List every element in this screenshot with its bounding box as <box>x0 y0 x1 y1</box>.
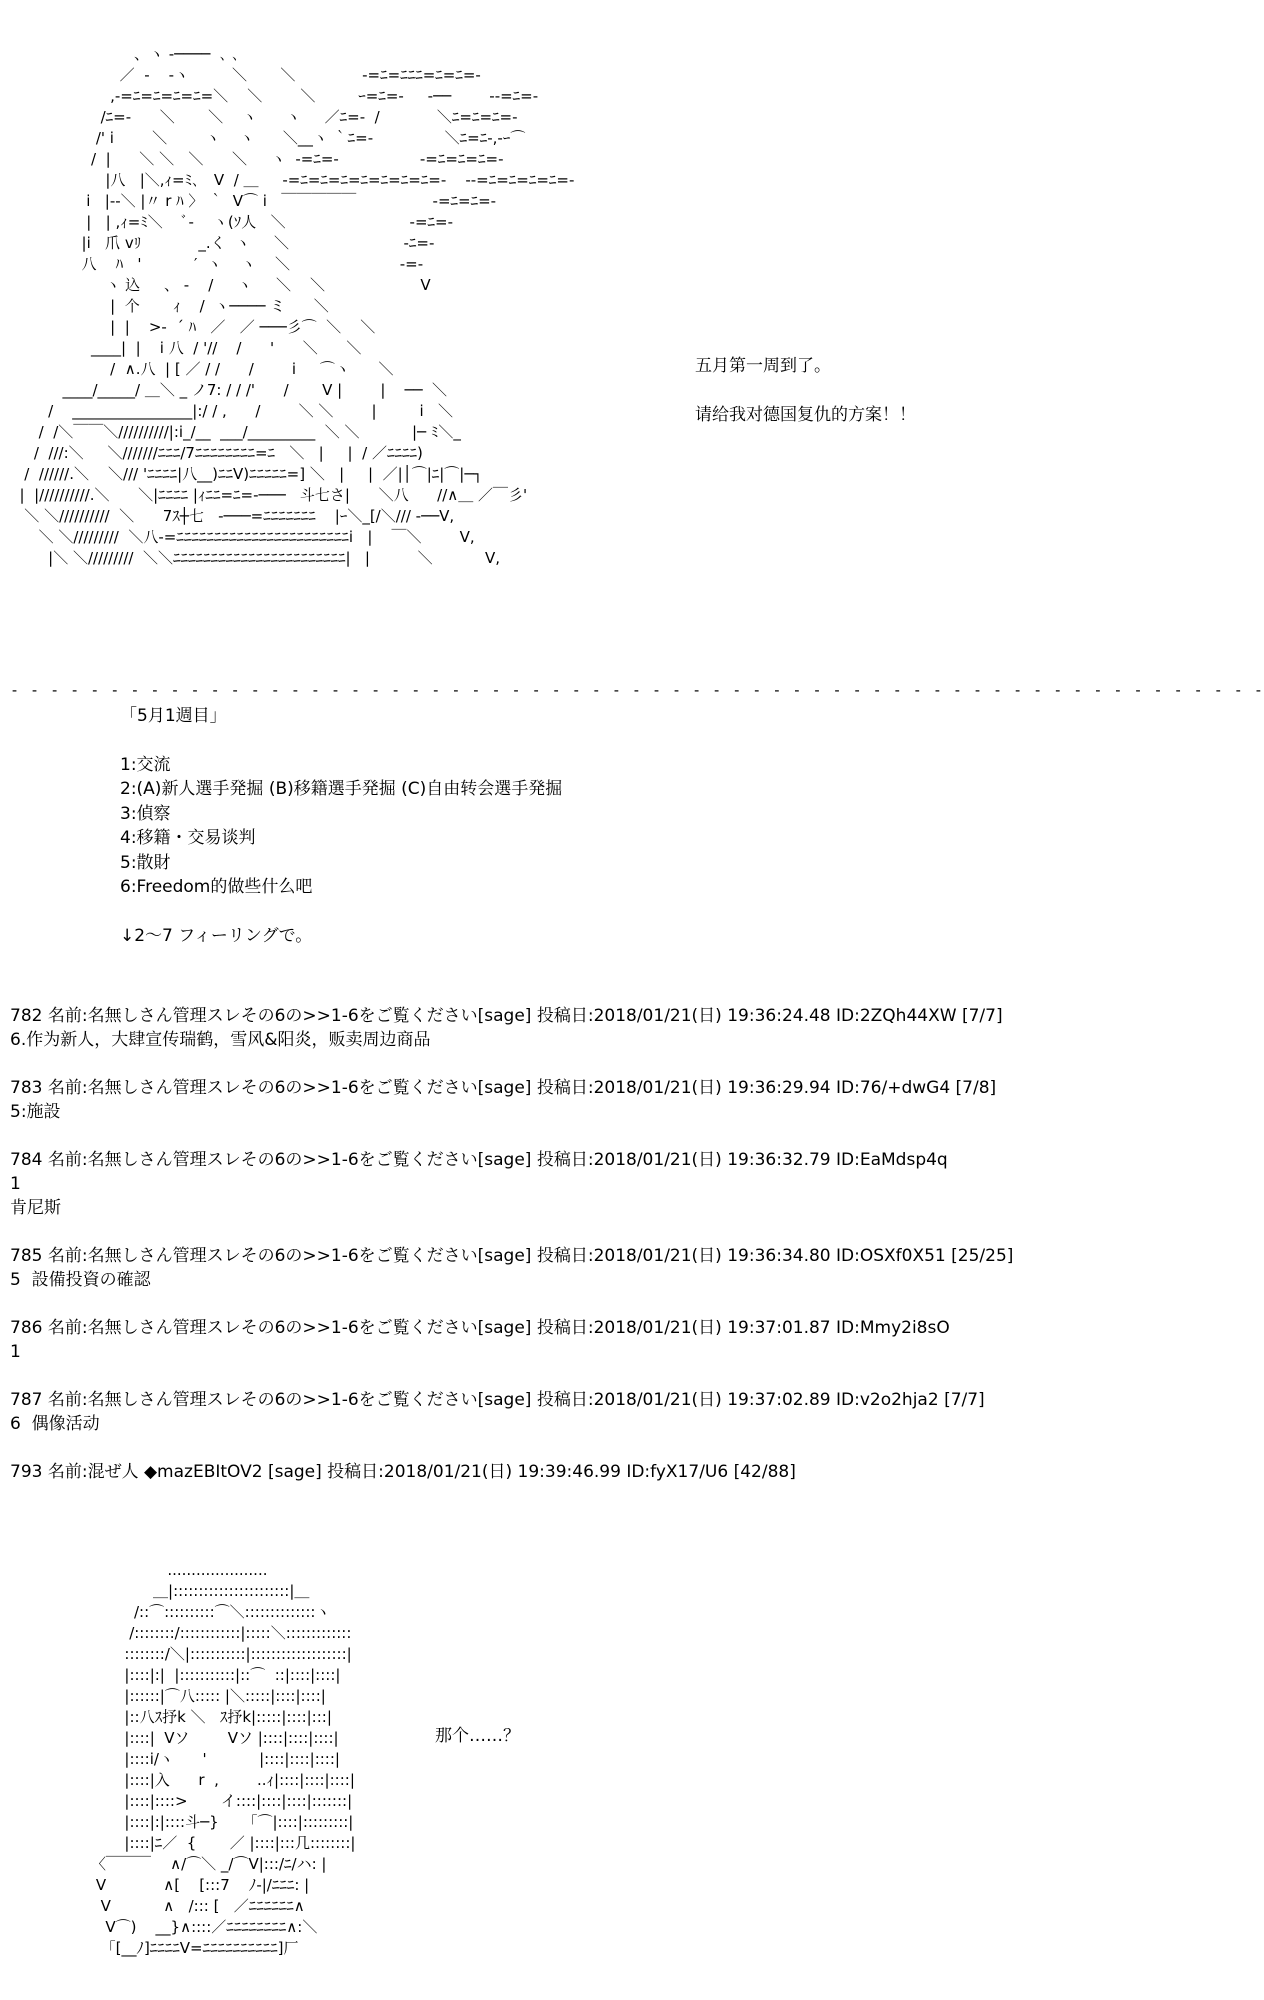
menu-option-6: 6:Freedom的做些什么吧 <box>120 877 313 897</box>
post-body: 5:施設 <box>10 1102 61 1122</box>
choice-menu <box>120 704 562 948</box>
post <box>10 1148 1000 1220</box>
menu-option-5: 5:散財 <box>120 852 171 873</box>
ascii-art-bottom: ..................... ＿|:::::::::::::::::::::::|＿ /::⌒::::::::::⌒＼::::::::::::::ヽ /::::::::/::::::::::::|:::::＼::::::::::::: ::::::::/＼|:::::::::::|:::::::::::::::::::| |::::|:| |:::::::::::|::⌒ ::|::::|::::| |::::::|⌒八::::: |＼:::::|::::|::::| |::八ｽ抒k ＼ ｽ抒k|:::::|::::|:::| |::::| Vソ Vソ |::::|::::|::::| |::::i/ヽ ' |::::|::::|::::| |::::|入 r , ..ｨ|::::|::::|::::| |::::|::::> イ::::|::::|::::|:::::::| |::::|:|::::斗─} 「⌒|::::|:::::::::| |::::|ﾆ／ { ／ |::::|:::几::::::::| 〈￣￣￣ ∧/⌒＼ _/⌒V|:::/ﾆ/ハ: | V ∧[ [:::7 ﾉ-|/ﾆﾆﾆ: | V ∧ /::: [ ／ﾆﾆﾆﾆﾆﾆ∧ V⌒) __}∧::::／ﾆﾆﾆﾆﾆﾆﾆﾆ∧:＼ 「[__ﾉ]ﾆﾆﾆﾆV=ﾆﾆﾆﾆﾆﾆﾆﾆﾆﾆ]厂 <box>91 1561 356 1957</box>
post <box>10 1316 1000 1364</box>
section-separator: - - - - - - - - - - - - - - - - - - - - - - - - - - - - - - - - - - - - - - - - - - - - - - - - - - - - - - - - - - - - - - - <box>10 681 1264 699</box>
post <box>10 1004 1003 1052</box>
speech-bottom: 那个……？ <box>435 1726 520 1746</box>
post-header: 784 名前:名無しさん管理スレその6の>>1-6をご覧ください[sage] 投稿日:2018/01/21(日) 19:36:32.79 ID:EaMdsp4q <box>10 1150 948 1170</box>
post <box>10 1244 1014 1292</box>
post-body: 5 設備投資の確認 <box>10 1270 151 1290</box>
post <box>10 1076 1000 1124</box>
post-body: 1 <box>10 1342 21 1362</box>
post-header: 786 名前:名無しさん管理スレその6の>>1-6をご覧ください[sage] 投稿日:2018/01/21(日) 19:37:01.87 ID:Mmy2i8sO <box>10 1318 950 1338</box>
post <box>10 1460 1000 1484</box>
post-body: 6.作为新人，大肆宣传瑞鹤，雪风&阳炎，贩卖周边商品 <box>10 1030 431 1050</box>
post-header: 785 名前:名無しさん管理スレその6の>>1-6をご覧ください[sage] 投稿日:2018/01/21(日) 19:36:34.80 ID:OSXf0X51 [25/25] <box>10 1246 1014 1266</box>
speech-line-1: 五月第一周到了。 <box>695 356 831 376</box>
menu-option-1: 1:交流 <box>120 754 171 775</box>
post-body: 6 偶像活动 <box>10 1414 100 1434</box>
menu-title: 「5月1週目」 <box>120 706 227 726</box>
ascii-art-top: 、ヽ ‐──── ､ ､ ／ ‐ ‐ヽ ＼ ＼ -=ﾆ=ﾆﾆﾆ=ﾆ=ﾆ=- ,-=ﾆ=ﾆ=ﾆ=ﾆ=＼ ＼ ＼ ｰ=ﾆ=- ‐── -‐=ﾆ=- /ﾆ=- ＼ ＼ ヽ ヽ ／ﾆ=- / ＼ﾆ=ﾆ=ﾆ=- /' i ＼ ヽ ヽ ＼__ヽ ｀ﾆ=- ＼ﾆ=ﾆ-,-ｰ⌒ / | ＼ ＼ ＼ ＼ ヽ -=ﾆ=- -=ﾆ=ﾆ=ﾆ=- |八 |＼,ｨ=ﾐ､ V / ＿ -=ﾆ=ﾆ=ﾆ=ﾆ=ﾆ=ﾆ=ﾆ=- -‐=ﾆ=ﾆ=ﾆ=ﾆ=- i |-‐＼ |〃 r ﾊ 〉 ｀ V⌒ i ￣￣￣￣￣ -=ﾆ=ﾆ=- | | ,ｨ=ﾐ＼ ﾞ‐ ヽ(ｿ人 ＼ -=ﾆ=- |i 爪 vﾘ _.く ヽ ＼ -ﾆ=- 八 ﾊ ' ′ ヽ ヽ ＼ -=- ヽ 込 、 - / ヽ ＼ ＼ V | 个 ｨ / ヽ──── ミ ＼ | | >- ´ ﾊ ／ ／ ───彡⌒ ＼ ＼ ____| | i 八 / '// / ' ＼ ＼ / ∧.八 | [ ／ / / / i ⌒ヽ ＼ ____/_____/ ＿＼ _ ノ7: / / /' / V | | ── ＼ / ________________|:/ / , / ＼ ＼ | i ＼ / /＼￣￣＼//////////|:i_/__ ___/_________ ＼ ＼ |─ ﾐ＼_ / ///:＼ ＼///////ﾆﾆﾆ/7ﾆﾆﾆﾆﾆﾆﾆﾆ=ﾆ ＼ | | / ／ﾆﾆﾆﾆ) / //////.＼ ＼/// 'ﾆﾆﾆﾆ|八__)ﾆﾆV)ﾆﾆﾆﾆﾆ=] ＼ | | ／|│⌒|ﾆ|⌒|─┐ | |//////////.＼ ＼|ﾆﾆﾆﾆ |ｨﾆﾆ=ﾆ=-─── 斗七さ| ＼八 //∧＿ ／￣彡' ＼ ＼////////// ＼ 7ｽ┼七 -───=ﾆﾆﾆﾆﾆﾆﾆ |ｰ＼_[/＼/// -──V, ＼ ＼///////// ＼八-=ﾆﾆﾆﾆﾆﾆﾆﾆﾆﾆﾆﾆﾆﾆﾆﾆﾆﾆﾆﾆﾆﾆﾆi | ￣＼ V, |＼ ＼///////// ＼＼ﾆﾆﾆﾆﾆﾆﾆﾆﾆﾆﾆﾆﾆﾆﾆﾆﾆﾆﾆﾆﾆﾆﾆ| | ＼ V, <box>19 45 575 567</box>
post-body: 1 肯尼斯 <box>10 1174 61 1218</box>
post-list <box>10 1004 1014 1508</box>
post <box>10 1388 1000 1436</box>
menu-option-3: 3:偵察 <box>120 803 171 824</box>
menu-option-4: 4:移籍・交易谈判 <box>120 828 256 848</box>
menu-option-2: 2:(A)新人選手発掘 (B)移籍選手発掘 (C)自由转会選手発掘 <box>120 779 563 799</box>
post-header: 783 名前:名無しさん管理スレその6の>>1-6をご覧ください[sage] 投稿日:2018/01/21(日) 19:36:29.94 ID:76/+dwG4 [7/8] <box>10 1078 997 1098</box>
menu-footer: ↓2～7 フィーリングで。 <box>120 925 313 946</box>
speech-line-2: 请给我对德国复仇的方案！！ <box>695 405 916 425</box>
post-header: 793 名前:混ぜ人 ◆mazEBItOV2 [sage] 投稿日:2018/01/21(日) 19:39:46.99 ID:fyX17/U6 [42/88] <box>10 1462 796 1482</box>
post-header: 782 名前:名無しさん管理スレその6の>>1-6をご覧ください[sage] 投稿日:2018/01/21(日) 19:36:24.48 ID:2ZQh44XW [7/7] <box>10 1006 1003 1026</box>
post-header: 787 名前:名無しさん管理スレその6の>>1-6をご覧ください[sage] 投稿日:2018/01/21(日) 19:37:02.89 ID:v2o2hja2 [7/7] <box>10 1390 985 1410</box>
